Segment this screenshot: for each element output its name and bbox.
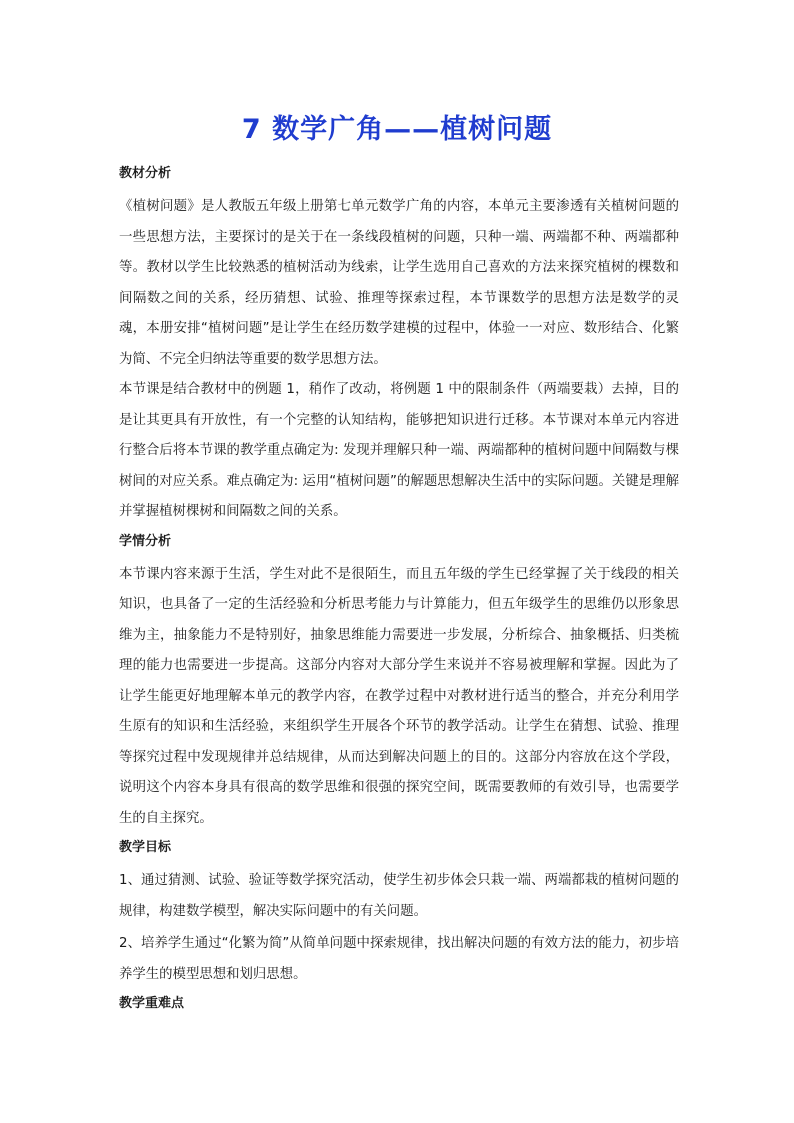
list-item: 1、通过猜测、试验、验证等数学探究活动，使学生初步体会只栽一端、两端都栽的植树问题的规律，构建数学模型，解决实际问题中的有关问题。	[119, 873, 679, 919]
section-heading: 教材分析	[119, 166, 172, 181]
section-heading: 学情分析	[119, 533, 172, 549]
document-body	[119, 160, 679, 1022]
paragraph: 本节课是结合教材中的例题 1，稍作了改动，将例题 1 中的限制条件（两端要栽）去掉，目的是让其更具有开放性，有一个完整的认知结构，能够把知识进行迁移。本节课对本单元内容进行整合后将本节课的教学重点确定为: 发现并理解只种一端、两端都种的植树问题中间隔数与棵树间的对应关系。难点确定为: 运用“植树问题”的解题思想解决生活中的实际问题。关键是理解并掌握植树棵树和间隔数之间的关系。	[119, 382, 679, 519]
paragraph: 《植树问题》是人教版五年级上册第七单元数学广角的内容，本单元主要渗透有关植树问题的一些思想方法，主要探讨的是关于在一条线段植树的问题，只种一端、两端都不种、两端都种等。教材以学生比较熟悉的植树活动为线索，让学生选用自己喜欢的方法来探究植树的棵数和间隔数之间的关系，经历猜想、试验、推理等探索过程，本节课数学的思想方法是数学的灵魂，本册安排“植树问题”是让学生在经历数学建模的过程中，体验一一对应、数形结合、化繁为简、不完全归纳法等重要的数学思想方法。	[119, 199, 679, 367]
list-item: 2、培养学生通过“化繁为简”从简单问题中探索规律，找出解决问题的有效方法的能力，初步培养学生的模型思想和划归思想。	[119, 936, 679, 982]
section-heading: 教学重难点	[119, 996, 185, 1011]
section-key-difficulties	[119, 992, 679, 1016]
section-student-analysis	[119, 530, 679, 835]
section-textbook-analysis	[119, 162, 679, 528]
document-title: 7 数学广角——植树问题	[241, 114, 553, 145]
paragraph: 本节课内容来源于生活，学生对此不是很陌生，而且五年级的学生已经掌握了关于线段的相关知识，也具备了一定的生活经验和分析思考能力与计算能力，但五年级学生的思维仍以形象思维为主，抽象能力不是特别好，抽象思维能力需要进一步发展，分析综合、抽象概括、归类梳理的能力也需要进一步提高。这部分内容对大部分学生来说并不容易被理解和掌握。因此为了让学生能更好地理解本单元的教学内容，在教学过程中对教材进行适当的整合，并充分利用学生原有的知识和生活经验，来组织学生开展各个环节的教学活动。让学生在猜想、试验、推理等探究过程中发现规律并总结规律，从而达到解决问题上的目的。这部分内容放在这个学段，说明这个内容本身具有很高的数学思维和很强的探究空间，既需要教师的有效引导，也需要学生的自主探究。	[119, 566, 679, 826]
section-teaching-goals	[119, 836, 679, 990]
section-heading: 教学目标	[119, 840, 172, 855]
